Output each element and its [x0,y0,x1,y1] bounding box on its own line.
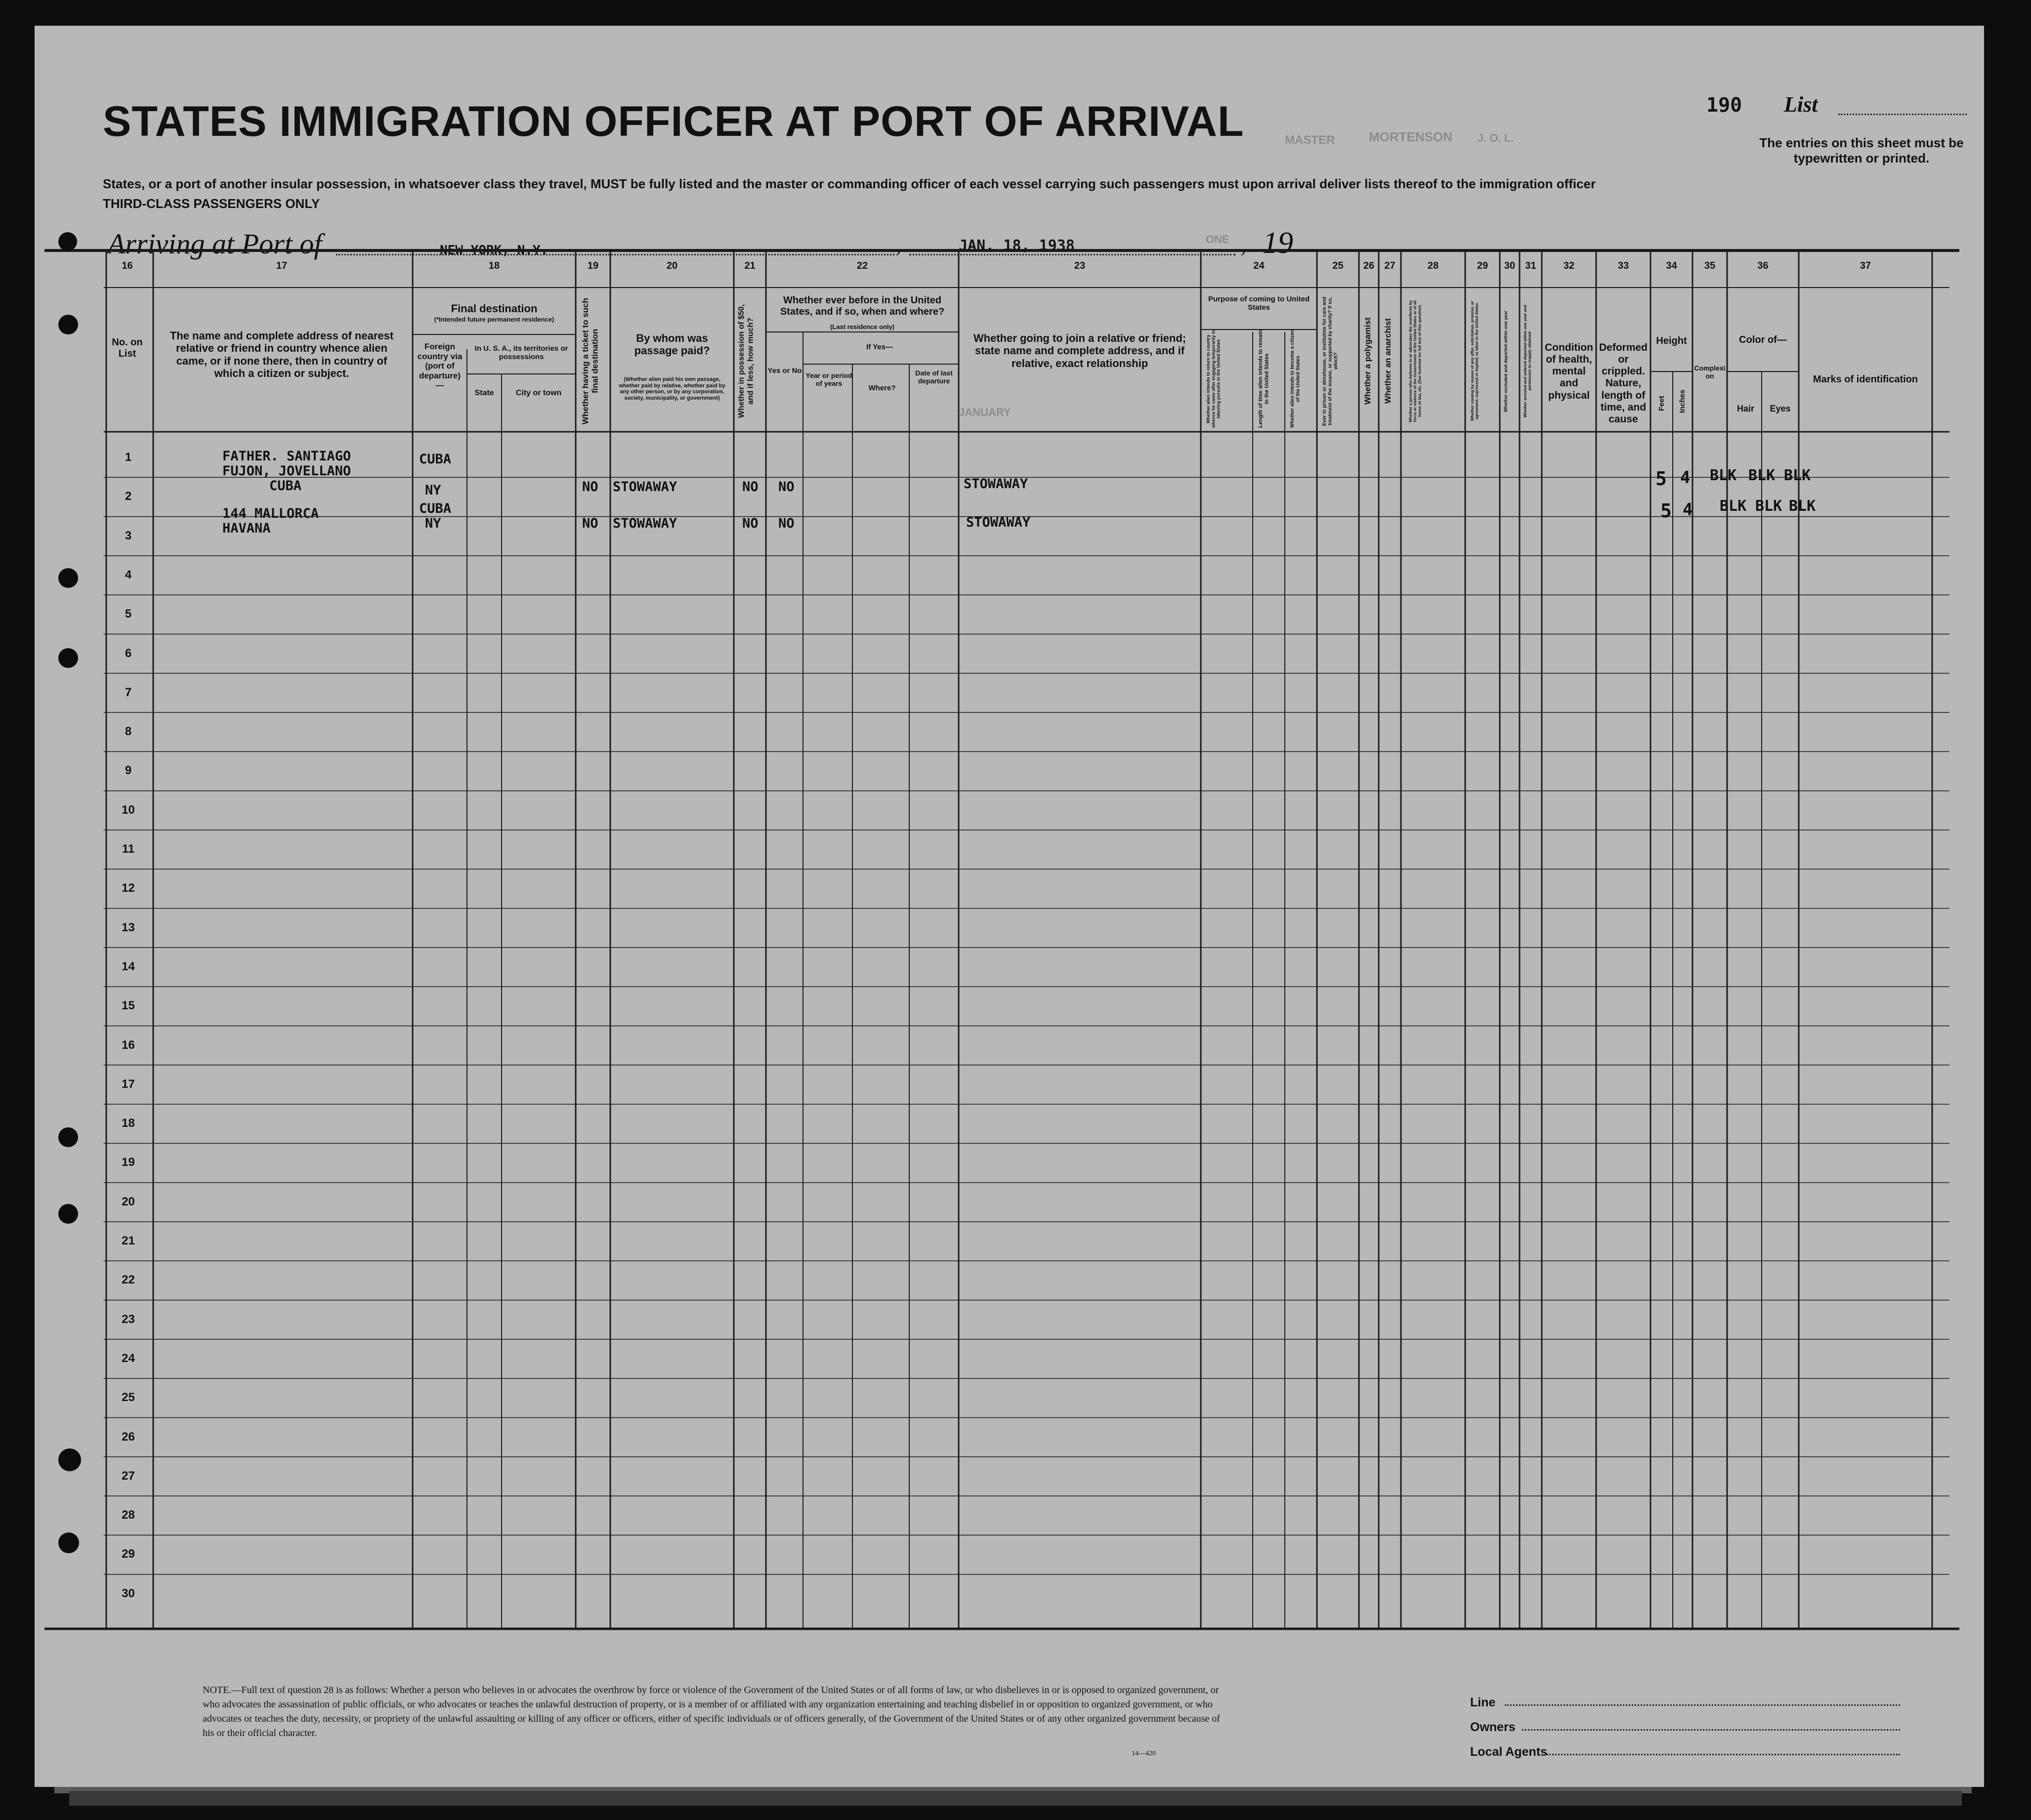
col-33-number: 33 [1617,260,1629,271]
bleed-through-january: JANUARY [959,406,1011,418]
list-number: 190 [1706,94,1742,117]
col-24-number: 24 [1253,260,1265,271]
entry-2-foreign-country: CUBA [419,501,452,516]
entry-2-before-in-us: NO [778,516,795,531]
col-17-number: 17 [276,260,288,271]
col-36-number: 36 [1757,260,1769,271]
row-number: 5 [125,607,132,621]
col-21-number: 21 [744,260,756,271]
row-number: 2 [125,490,132,503]
comma-separator: , [1240,231,1246,257]
entry-1-joining: STOWAWAY [964,476,1028,492]
row-number: 13 [122,920,135,934]
col-30-header: Whether excluded and deported within one year [1503,310,1508,412]
entry-1-relative-line1: FATHER. SANTIAGO [222,449,351,464]
row-number: 17 [122,1077,135,1091]
col-27-header: Whether an anarchist [1383,318,1393,404]
row-number: 11 [122,842,135,856]
entry-2-hair: BLK [1755,497,1782,515]
col-18-state-header: State [474,389,494,397]
col-20-number: 20 [666,260,678,271]
row-number: 30 [122,1586,135,1600]
row-number: 29 [122,1547,135,1561]
list-label: List [1784,92,1818,117]
entry-2-relative-line2: HAVANA [222,521,271,536]
row-number: 7 [125,685,132,699]
entry-1-port: NY [425,483,441,498]
row-number: 8 [125,725,132,739]
entry-2-inches: 4 [1683,500,1693,520]
entry-1-hair: BLK [1748,467,1776,484]
col-36-eyes-header: Eyes [1770,404,1791,414]
entry-1-foreign-country: CUBA [419,452,452,467]
col-25-header: Ever in prison or almshouse, or institution for care and treatment of the insane, or supported by charity? If so, which? [1322,296,1339,426]
col-26-number: 26 [1363,260,1375,271]
entry-2-port: NY [425,516,441,531]
port-value: NEW YORK, N.Y. [440,243,549,258]
col-20-header: By whom was passage paid? [634,332,710,357]
entry-1-inches: 4 [1680,468,1691,488]
entry-1-relative-line2: FUJON, JOVELLANO [222,463,351,479]
binder-hole [58,232,77,251]
entry-2-paid-by: STOWAWAY [613,516,677,531]
col-22-number: 22 [856,260,868,271]
entry-2-complexion: BLK [1720,497,1747,515]
col-16-header: No. on List [112,337,143,359]
entry-2-joining: STOWAWAY [966,515,1031,530]
form-subtitle: THIRD-CLASS PASSENGERS ONLY [103,196,320,211]
col-23-header: Whether going to join a relative or friend; state name and complete address, and if relative, exact relationship [973,332,1186,370]
row-number: 25 [122,1391,135,1405]
col-27-number: 27 [1384,260,1396,271]
col-24-length-header: Length of time alien intends to remain in the United States [1258,330,1270,428]
entry-2-relative-line1: 144 MALLORCA [222,506,319,521]
bleed-through-initials: J. O. L. [1478,132,1514,144]
col-16-number: 16 [122,260,133,271]
col-18-header: Final destination [451,302,538,315]
col-25-number: 25 [1332,260,1344,271]
entry-1-eyes: BLK [1784,467,1811,484]
row-number: 9 [125,764,132,778]
owners-label: Owners [1470,1720,1516,1734]
local-agents-label: Local Agents [1470,1745,1548,1759]
local-agents-fill-line [1547,1754,1900,1755]
row-number: 10 [122,803,135,817]
col-22-note: (Last residence only) [830,323,895,331]
col-18-note: (*Intended future permanent residence) [434,316,554,323]
col-18-usa-header: In U. S. A., its territories or possessions [474,344,568,362]
col-17-header: The name and complete address of nearest relative or friend in country whence alien came, or if none there, then in country of which a citizen or subject. [169,330,394,379]
date-value: JAN. 18, 1938 [959,237,1075,254]
entry-2-feet: 5 [1660,500,1672,522]
col-19-number: 19 [587,260,599,271]
bleed-through-name: MORTENSON [1369,129,1452,144]
year-prefix: 19 [1263,226,1293,260]
col-18-city-header: City or town [515,389,562,397]
col-19-header: Whether having a ticket to such final destination [581,298,600,424]
row-number: 15 [122,999,135,1013]
entry-2-eyes: BLK [1789,497,1816,515]
row-number: 24 [122,1351,135,1365]
col-34-header: Height [1656,335,1687,346]
entry-2-money: NO [742,516,759,531]
col-22-where-header: Where? [868,384,896,392]
entry-1-relative-line3: CUBA [269,478,302,494]
col-30-number: 30 [1504,260,1516,271]
col-22-date-header: Date of last departure [915,369,953,385]
row-number: 28 [122,1508,135,1522]
form-title: STATES IMMIGRATION OFFICER AT PORT OF ARRIVAL [103,98,1244,145]
bleed-through-master: MASTER [1285,133,1335,147]
row-number: 18 [122,1117,135,1130]
col-22-header: Whether ever before in the United States, and if so, when and where? [780,295,945,317]
col-37-number: 37 [1860,260,1871,271]
row-number: 14 [122,959,135,973]
row-number: 6 [125,646,132,660]
row-number: 20 [122,1195,135,1208]
question-28-footnote: NOTE.—Full text of question 28 is as follows: Whether a person who believes in or advocates the overthrow by force or violence of the Government of the United States or of all forms of law, or who disbelieves in or is opposed to organized government, or who advocates the assassination of public officials, or who advocates or teaches the unlawful destruction of property, or is a member of or affiliated with any organization entertaining and teaching disbelief in or opposition to organized government, or who advocates or teaches the duty, necessity, or propriety of the unlawful assaulting or killing of any officer or officers, either of specific individuals or of officers generally, of the Government of the United States or of any other organized government because of his or their official character. [203,1685,1220,1738]
entry-1-complexion: BLK [1710,467,1737,484]
row-number: 3 [125,529,132,542]
row-number: 27 [122,1469,135,1483]
manifest-grid [35,26,1984,1787]
row-number: 4 [125,568,132,581]
col-34-inches-header: Inches [1678,389,1687,413]
col-29-number: 29 [1477,260,1488,271]
binder-hole [58,568,78,588]
col-29-header: Whether coming by reason of any offer, solicitation, promise, or agreement, expressed or implied, to labor in the United States [1470,301,1480,421]
entry-2-ticket: NO [582,516,598,531]
col-32-number: 32 [1563,260,1575,271]
col-20-note: (Whether alien paid his own passage, whether paid by relative, whether paid by any other person, or by any corporation, society, municipality, or government) [619,376,725,401]
col-35-header: Complexion [1694,364,1726,380]
col-24-return-header: Whether alien intends to return to country whence he came after engaging temporarily in laboring pursuits in the United States [1206,330,1221,428]
col-18-foreign-header: Foreign country via (port of departure)— [417,342,463,390]
row-number: 16 [122,1038,135,1052]
entry-1-before-in-us: NO [778,479,795,495]
col-23-number: 23 [1074,260,1086,271]
col-28-number: 28 [1427,260,1439,271]
row-number: 26 [122,1430,135,1444]
stamp-one: ONE [1206,233,1229,246]
owners-fill-line [1522,1729,1900,1731]
binder-hole [58,1532,79,1553]
col-37-header: Marks of identification [1813,374,1918,385]
line-label: Line [1470,1696,1496,1709]
entry-1-feet: 5 [1655,468,1667,490]
row-number: 12 [122,881,135,895]
comma-separator: , [895,231,901,257]
col-21-header: Whether in possession of $50, and if less, how much? [737,304,755,418]
col-22-year-header: Year or period of years [805,372,852,388]
col-24-citizen-header: Whether alien intends to become a citizen of the United States [1290,330,1301,428]
col-31-header: Whether arrested and ordered deported within one year and permission to reapply obtained [1523,305,1532,417]
binder-hole [58,1448,81,1471]
col-32-header: Condition of health, mental and physical [1545,342,1593,401]
binder-hole [58,648,78,668]
binder-hole [58,1127,78,1147]
col-22-yesno-header: Yes or No [767,367,802,375]
row-number: 21 [122,1234,135,1247]
col-18-number: 18 [488,260,500,271]
row-number: 23 [122,1312,135,1326]
binder-hole [58,315,78,334]
col-22-ifyes-header: If Yes— [866,343,893,351]
col-35-number: 35 [1704,260,1716,271]
form-number: 14—420 [1132,1750,1156,1757]
entries-note: The entries on this sheet must be typewritten or printed. [1759,135,1964,165]
col-26-header: Whether a polygamist [1363,317,1372,405]
entry-1-paid-by: STOWAWAY [613,479,677,495]
col-34-number: 34 [1666,260,1677,271]
entry-1-money: NO [742,479,759,495]
row-number: 19 [122,1156,135,1169]
form-intro: States, or a port of another insular possession, in whatsoever class they travel, MUST be fully listed and the master or commanding officer of each vessel carrying such passengers must upon arrival deliver lists thereof to the immigration officer [103,176,1596,191]
col-28-header: Whether a person who believes in or advocates the overthrow by force or violence of the Government of the United States or of all forms of law, etc. (See footnote for full text of this question) [1408,300,1422,422]
stacked-page-edge [69,1791,1962,1806]
col-33-header: Deformed or crippled. Nature, length of time, and cause [1599,342,1648,425]
col-24-header: Purpose of coming to United States [1208,295,1310,312]
binder-hole [58,1204,78,1224]
col-34-feet-header: Feet [1657,396,1666,412]
entry-1-ticket: NO [582,479,598,495]
line-fill-line [1505,1704,1900,1706]
row-number: 22 [122,1273,135,1287]
arriving-port-label: Arriving at Port of [108,228,322,260]
col-31-number: 31 [1525,260,1536,271]
col-36-header: Color of— [1739,334,1787,345]
manifest-sheet [35,26,1984,1787]
col-36-hair-header: Hair [1736,404,1754,414]
row-number: 1 [125,451,132,464]
